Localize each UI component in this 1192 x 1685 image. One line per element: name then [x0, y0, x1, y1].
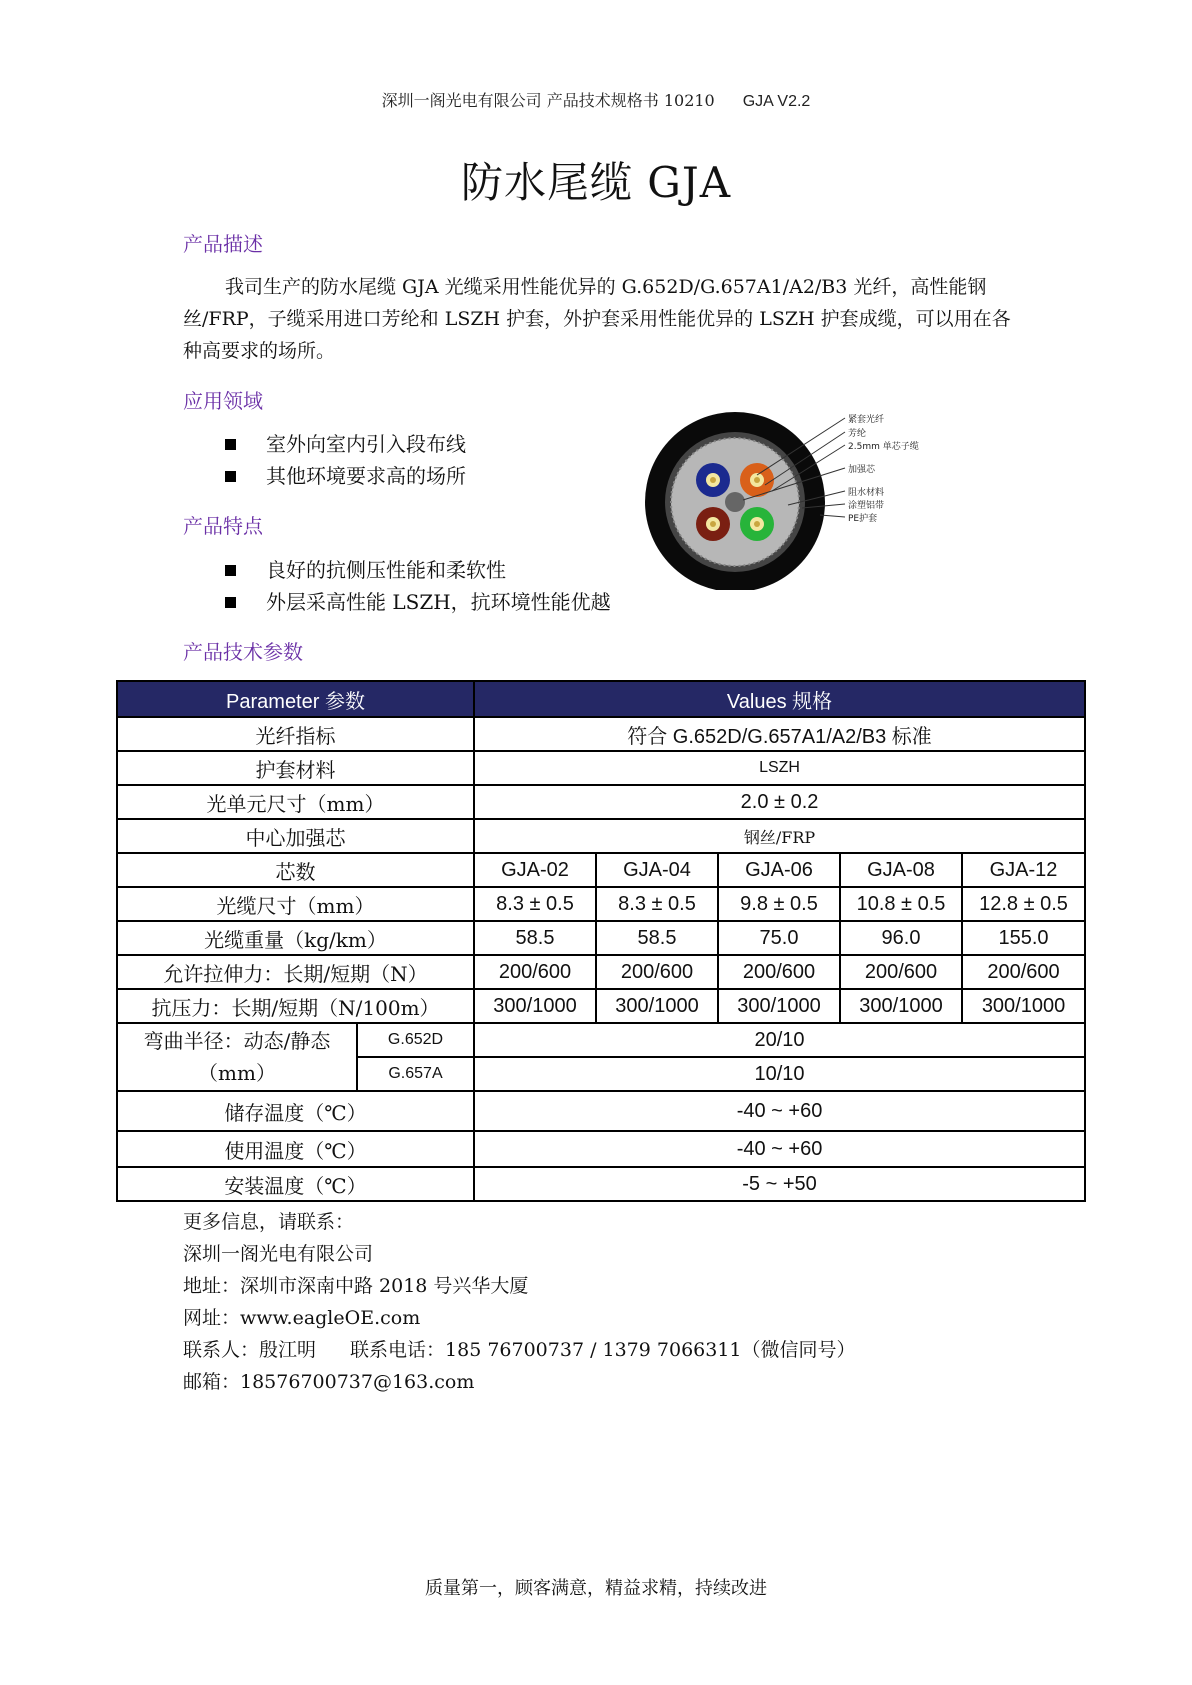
contact-person: 联系人：殷江明 [183, 1339, 317, 1361]
spec-table [116, 680, 1086, 1202]
row-label: 光单元尺寸（mm） [117, 785, 474, 819]
row-label: 光缆重量（kg/km） [117, 921, 474, 955]
table-row [117, 1023, 1085, 1057]
label-strength-member: 加强芯 [848, 465, 876, 475]
table-cell: GJA-04 [596, 853, 718, 887]
table-cell: 200/600 [962, 955, 1085, 989]
table-row [117, 751, 1085, 785]
bullet-square-icon [225, 471, 236, 482]
row-value: -40 ~ +60 [474, 1091, 1085, 1131]
application-list [225, 428, 466, 492]
table-cell: 300/1000 [840, 989, 962, 1023]
table-header-row [117, 681, 1085, 717]
table-cell: 300/1000 [474, 989, 596, 1023]
table-row [117, 785, 1085, 819]
table-row [117, 853, 1085, 887]
table-cell: 96.0 [840, 921, 962, 955]
label-aramid: 芳纶 [848, 429, 867, 439]
row-value: LSZH [474, 751, 1085, 785]
contact-intro: 更多信息，请联系： [183, 1211, 355, 1233]
row-label: 储存温度（℃） [117, 1091, 474, 1131]
page-header [0, 88, 1192, 111]
label-aluminum-tape: 涂塑铝带 [848, 501, 885, 511]
bend-g652d-value: 20/10 [474, 1023, 1085, 1057]
table-cell: 75.0 [718, 921, 840, 955]
list-item: 外层采高性能 LSZH，抗环境性能优越 [225, 586, 611, 618]
contact-website[interactable]: 网址：www.eagleOE.com [183, 1307, 421, 1329]
contact-company: 深圳一阁光电有限公司 [183, 1243, 374, 1265]
contact-address: 地址：深圳市深南中路 2018 号兴华大厦 [183, 1275, 529, 1297]
row-label: 抗压力：长期/短期（N/100m） [117, 989, 474, 1023]
row-label: 允许拉伸力：长期/短期（N） [117, 955, 474, 989]
contact-email[interactable]: 邮箱：18576700737@163.com [183, 1371, 475, 1393]
list-item: 其他环境要求高的场所 [225, 460, 466, 492]
row-label: 芯数 [117, 853, 474, 887]
bend-g657a-label: G.657A [357, 1057, 474, 1091]
table-cell: 58.5 [596, 921, 718, 955]
row-label-bend [117, 1023, 357, 1091]
table-cell: 9.8 ± 0.5 [718, 887, 840, 921]
page-footer: 质量第一，顾客满意，精益求精，持续改进 [425, 1578, 767, 1599]
description-paragraph: 我司生产的防水尾缆 GJA 光缆采用性能优异的 G.652D/G.657A1/A2/B3 光纤，高性能钢丝/FRP，子缆采用进口芳纶和 LSZH 护套，外护套采用性能优异的 LSZH 护套成缆，可以用在各种高要求的场所。 [183, 276, 1011, 362]
table-row [117, 989, 1085, 1023]
table-cell: 200/600 [840, 955, 962, 989]
table-row [117, 887, 1085, 921]
table-cell: 12.8 ± 0.5 [962, 887, 1085, 921]
row-value: 钢丝/FRP [474, 819, 1085, 853]
row-value: 2.0 ± 0.2 [474, 785, 1085, 819]
contact-person-phone [183, 1334, 856, 1366]
row-label: 光缆尺寸（mm） [117, 887, 474, 921]
table-cell: 200/600 [596, 955, 718, 989]
row-label: 中心加强芯 [117, 819, 474, 853]
description-text [183, 271, 1023, 367]
table-cell: 300/1000 [596, 989, 718, 1023]
list-item: 室外向室内引入段布线 [225, 428, 466, 460]
bend-label-line1: 弯曲半径：动态/静态 [143, 1029, 331, 1053]
params-heading: 产品技术参数 [183, 640, 303, 664]
table-row [117, 819, 1085, 853]
table-row [117, 1167, 1085, 1201]
table-cell: 155.0 [962, 921, 1085, 955]
bend-g657a-value: 10/10 [474, 1057, 1085, 1091]
table-cell: 300/1000 [962, 989, 1085, 1023]
table-row [117, 717, 1085, 751]
bend-g652d-label: G.652D [357, 1023, 474, 1057]
header-values: Values 规格 [474, 681, 1085, 717]
features-list [225, 554, 611, 618]
row-label: 光纤指标 [117, 717, 474, 751]
bullet-square-icon [225, 565, 236, 576]
strength-member [725, 492, 745, 512]
bullet-square-icon [225, 439, 236, 450]
table-cell: 200/600 [474, 955, 596, 989]
table-cell: 8.3 ± 0.5 [596, 887, 718, 921]
table-cell: GJA-06 [718, 853, 840, 887]
application-heading: 应用领域 [183, 389, 263, 413]
label-tight-buffer: 紧套光纤 [848, 415, 885, 425]
row-label: 安装温度（℃） [117, 1167, 474, 1201]
table-cell: 300/1000 [718, 989, 840, 1023]
row-label: 使用温度（℃） [117, 1131, 474, 1167]
table-row [117, 1091, 1085, 1131]
row-value: -40 ~ +60 [474, 1131, 1085, 1167]
table-cell: GJA-02 [474, 853, 596, 887]
contact-block [183, 1206, 856, 1398]
table-cell: GJA-12 [962, 853, 1085, 887]
table-cell: 10.8 ± 0.5 [840, 887, 962, 921]
table-cell: 8.3 ± 0.5 [474, 887, 596, 921]
table-cell: 58.5 [474, 921, 596, 955]
header-company-spec: 深圳一阁光电有限公司 产品技术规格书 10210 [381, 91, 715, 110]
table-row [117, 955, 1085, 989]
cable-cross-section-diagram [640, 405, 960, 590]
features-heading: 产品特点 [183, 514, 263, 538]
row-value: 符合 G.652D/G.657A1/A2/B3 标准 [474, 717, 1085, 751]
bullet-square-icon [225, 597, 236, 608]
bend-label-line2: （mm） [198, 1061, 276, 1085]
description-heading: 产品描述 [183, 232, 263, 256]
document-title: 防水尾缆 GJA [460, 158, 732, 207]
label-pe-jacket: PE护套 [848, 514, 878, 524]
table-cell: 200/600 [718, 955, 840, 989]
table-row [117, 1131, 1085, 1167]
list-item: 良好的抗侧压性能和柔软性 [225, 554, 611, 586]
header-parameter: Parameter 参数 [117, 681, 474, 717]
contact-phone: 联系电话：185 76700737 / 1379 7066311（微信同号） [350, 1339, 856, 1361]
label-water-blocking: 阻水材料 [848, 488, 885, 498]
row-label: 护套材料 [117, 751, 474, 785]
header-version: GJA V2.2 [742, 93, 811, 110]
table-row [117, 921, 1085, 955]
table-cell: GJA-08 [840, 853, 962, 887]
label-subcable: 2.5mm 单芯子缆 [848, 442, 919, 452]
row-value: -5 ~ +50 [474, 1167, 1085, 1201]
